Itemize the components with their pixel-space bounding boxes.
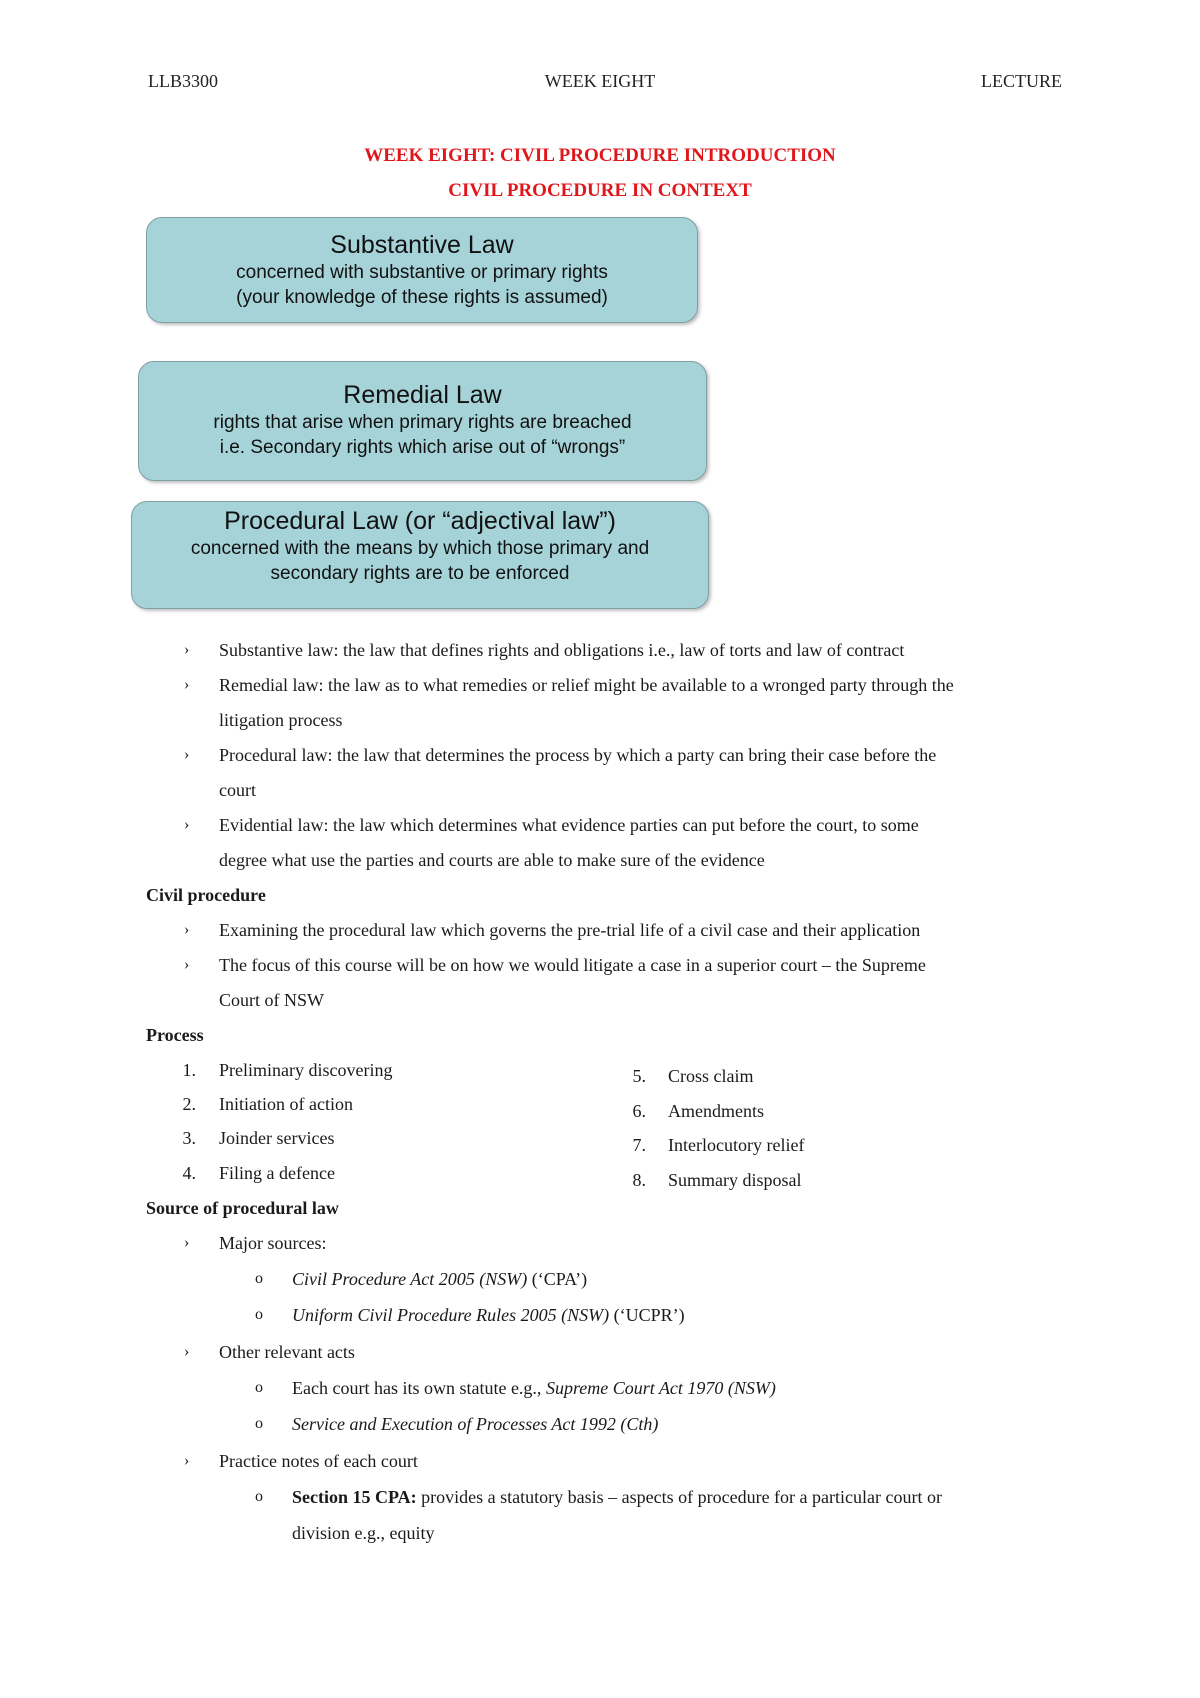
sub-list-item (292, 1486, 942, 1508)
process-step: Filing a defence (219, 1163, 335, 1183)
box-line: concerned with substantive or primary rights (236, 262, 608, 283)
bullet-icon: › (184, 921, 190, 938)
process-step: Cross claim (668, 1066, 754, 1086)
bullet-icon: › (184, 816, 190, 833)
list-number: 5. (632, 1066, 646, 1086)
process-step: Interlocutory relief (668, 1135, 805, 1155)
header-week: WEEK EIGHT (544, 71, 656, 91)
list-number: 7. (632, 1135, 646, 1155)
list-item: Remedial law: the law as to what remedies or relief might be available to a wronged party through the (219, 675, 954, 695)
box-line: secondary rights are to be enforced (270, 563, 570, 584)
section-heading-civil-procedure: Civil procedure (146, 885, 266, 905)
box-line: rights that arise when primary rights are breached (213, 412, 632, 433)
sub-list-item-cont: division e.g., equity (292, 1523, 435, 1543)
substantive-law-box (146, 217, 698, 323)
item-text: provides a statutory basis – aspects of procedure for a particular court or (416, 1487, 942, 1507)
bullet-icon: › (184, 956, 190, 973)
sub-list-item (292, 1268, 587, 1290)
act-title: Civil Procedure Act 2005 (NSW) (292, 1269, 528, 1289)
list-item: Substantive law: the law that defines rights and obligations i.e., law of torts and law of contract (219, 640, 905, 660)
box-line: concerned with the means by which those primary and (190, 538, 650, 559)
process-step: Joinder services (219, 1128, 335, 1148)
list-item: Major sources: (219, 1233, 327, 1253)
page-subtitle: CIVIL PROCEDURE IN CONTEXT (448, 180, 752, 201)
abbreviation: (‘CPA’) (527, 1269, 588, 1289)
section-heading-sources: Source of procedural law (146, 1198, 339, 1218)
box-line: (your knowledge of these rights is assumed) (236, 287, 608, 308)
box-line: i.e. Secondary rights which arise out of “wrongs” (219, 437, 626, 458)
section-heading-process: Process (146, 1025, 204, 1045)
page-title: WEEK EIGHT: CIVIL PROCEDURE INTRODUCTION (364, 145, 836, 166)
list-item: Procedural law: the law that determines the process by which a party can bring their case before the (219, 745, 937, 765)
list-item-cont: litigation process (219, 710, 343, 730)
bullet-icon: › (184, 746, 190, 763)
sub-bullet-icon: o (255, 1270, 263, 1287)
act-title: Service and Execution of Processes Act 1992 (Cth) (292, 1414, 659, 1434)
section-ref: Section 15 CPA: (292, 1487, 417, 1507)
bullet-icon: › (184, 676, 190, 693)
act-title: Supreme Court Act 1970 (NSW) (545, 1378, 776, 1398)
header-type: LECTURE (981, 71, 1062, 91)
abbreviation: (‘UCPR’) (609, 1305, 685, 1325)
sub-bullet-icon: o (255, 1306, 263, 1323)
procedural-law-box (131, 501, 709, 609)
process-step: Summary disposal (668, 1170, 802, 1190)
bullet-icon: › (184, 641, 190, 658)
sub-list-item (292, 1377, 776, 1399)
list-number: 2. (182, 1094, 196, 1114)
process-step: Preliminary discovering (219, 1060, 393, 1080)
box-title: Remedial Law (343, 381, 502, 409)
sub-list-item (292, 1304, 685, 1326)
list-item-cont: degree what use the parties and courts are able to make sure of the evidence (219, 850, 765, 870)
remedial-law-box (138, 361, 707, 481)
list-number: 1. (182, 1060, 196, 1080)
list-item-cont: court (219, 780, 256, 800)
list-number: 3. (182, 1128, 196, 1148)
list-item: Evidential law: the law which determines what evidence parties can put before the court, to some (219, 815, 919, 835)
box-title: Substantive Law (330, 231, 514, 259)
list-item: Practice notes of each court (219, 1451, 418, 1471)
process-step: Initiation of action (219, 1094, 353, 1114)
sub-bullet-icon: o (255, 1415, 263, 1432)
bullet-icon: › (184, 1343, 190, 1360)
list-number: 4. (182, 1163, 196, 1183)
bullet-icon: › (184, 1234, 190, 1251)
list-item: Examining the procedural law which governs the pre-trial life of a civil case and their application (219, 920, 921, 940)
sub-list-item (292, 1413, 658, 1435)
sub-bullet-icon: o (255, 1379, 263, 1396)
list-number: 8. (632, 1170, 646, 1190)
list-number: 6. (632, 1101, 646, 1121)
list-item: Other relevant acts (219, 1342, 355, 1362)
sub-bullet-icon: o (255, 1488, 263, 1505)
item-text: Each court has its own statute e.g., (292, 1378, 546, 1398)
process-step: Amendments (668, 1101, 764, 1121)
act-title: Uniform Civil Procedure Rules 2005 (NSW) (292, 1305, 610, 1325)
box-title: Procedural Law (or “adjectival law”) (224, 507, 616, 535)
list-item: The focus of this course will be on how we would litigate a case in a superior court – the Supreme (219, 955, 926, 975)
list-item-cont: Court of NSW (219, 990, 324, 1010)
header-course-code: LLB3300 (148, 71, 218, 91)
bullet-icon: › (184, 1452, 190, 1469)
